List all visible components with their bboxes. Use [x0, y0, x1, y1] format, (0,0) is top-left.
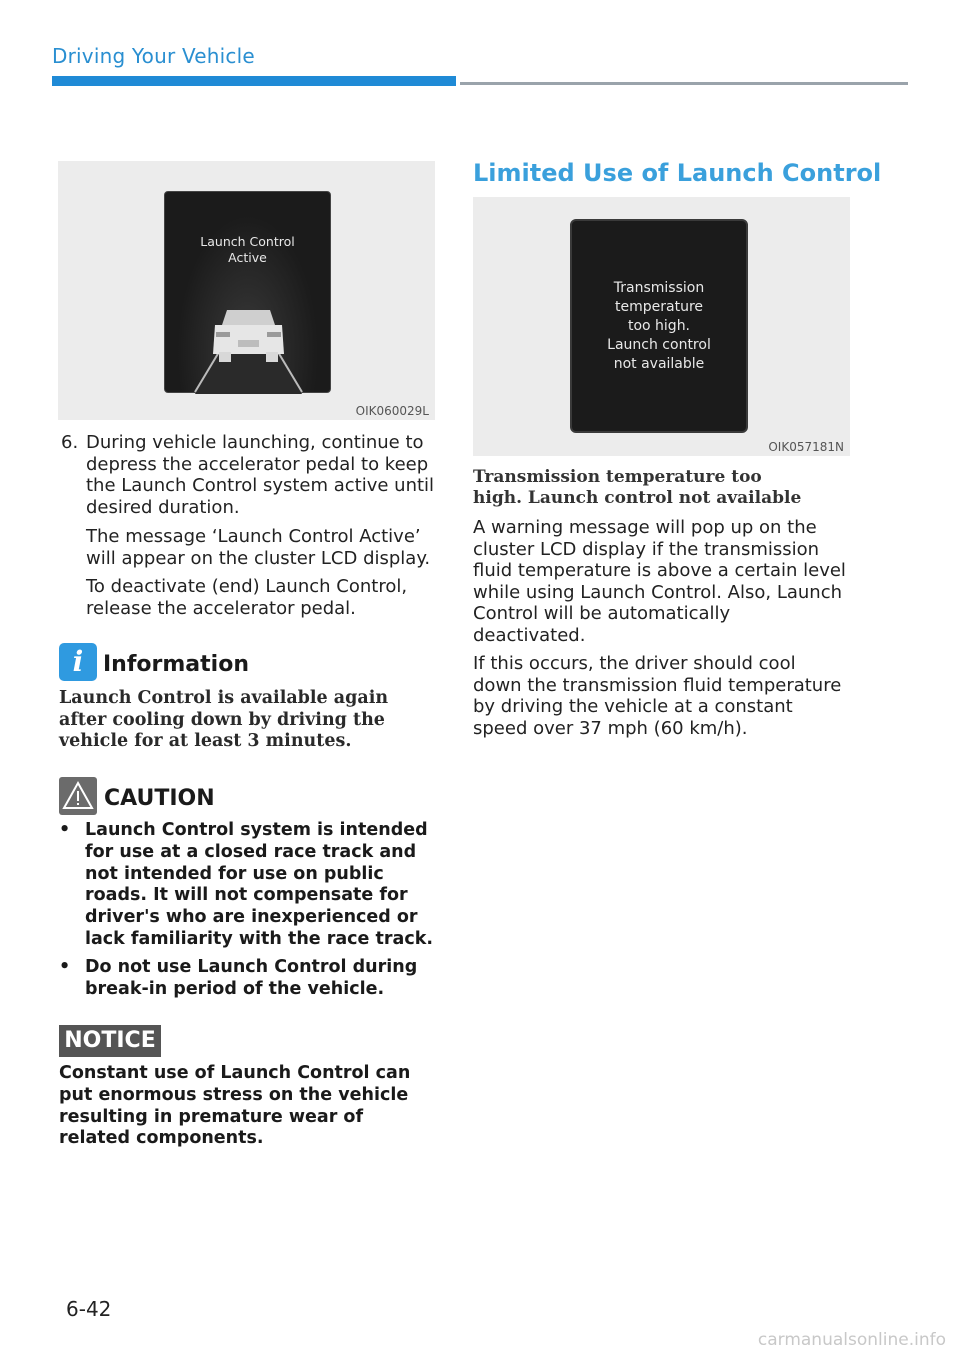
body-paragraph: A warning message will pop up on the cluster LCD display if the transmission fluid temperature is above a certain level while using Launch Control. Also, Launch Control will be automatically deactivated.: [473, 517, 846, 646]
warning-triangle-icon: [59, 777, 97, 815]
header-rule: [460, 82, 908, 85]
header-rule-accent: [52, 76, 456, 86]
figure-code: OIK060029L: [355, 404, 429, 418]
figure-transmission-temperature: [473, 197, 850, 456]
subheading: Transmission temperature too high. Launch control not available: [473, 467, 802, 508]
body-paragraph: If this occurs, the driver should cool down the transmission fluid temperature by driving the vehicle at a constant speed over 37 mph (60 km/h).: [473, 653, 842, 739]
caution-item-text: Launch Control system is intended for use at a closed race track and not intended for use on public roads. It will not compensate for driver's who are inexperienced or lack familiarity with the race track.: [85, 820, 433, 949]
figure-code: OIK057181N: [768, 440, 844, 454]
caution-list: [59, 820, 439, 1006]
step-number: 6.: [61, 432, 79, 453]
cluster-lcd-display: [164, 191, 331, 393]
figure-launch-control-active: [58, 161, 435, 420]
list-item: • Do not use Launch Control during break-in period of the vehicle.: [59, 956, 418, 999]
section-heading: Limited Use of Launch Control: [473, 159, 882, 187]
notice-badge: NOTICE: [59, 1025, 161, 1057]
list-item: • Launch Control system is intended for use at a closed race track and not intended for use on public roads. It will not compensate for driver's who are inexperienced or lack familiarity with the race track.: [59, 820, 433, 949]
caution-title: CAUTION: [104, 786, 215, 811]
step-paragraph: To deactivate (end) Launch Control, release the accelerator pedal.: [86, 576, 408, 619]
info-title: Information: [103, 652, 249, 677]
cluster-lcd-display: [570, 219, 748, 433]
caution-item-text: Do not use Launch Control during break-in period of the vehicle.: [85, 956, 418, 999]
info-text: Launch Control is available again after cooling down by driving the vehicle for at least 3 minutes.: [59, 688, 389, 751]
car-rear-icon: [165, 192, 332, 394]
notice-text: Constant use of Launch Control can put enormous stress on the vehicle resulting in premature wear of related components.: [59, 1063, 411, 1149]
section-title: Driving Your Vehicle: [52, 44, 255, 68]
info-icon: i: [59, 643, 97, 681]
watermark: carmanualsonline.info: [757, 1330, 946, 1350]
lcd-message: Launch Control Active: [200, 234, 295, 265]
step-paragraph: During vehicle launching, continue to depress the accelerator pedal to keep the Launch Control system active until desired duration.: [86, 432, 435, 518]
page-number: 6-42: [66, 1297, 112, 1321]
step-paragraph: The message ‘Launch Control Active’ will appear on the cluster LCD display.: [86, 526, 431, 569]
lcd-message: Transmission temperature too high. Launch control not available: [607, 280, 711, 372]
